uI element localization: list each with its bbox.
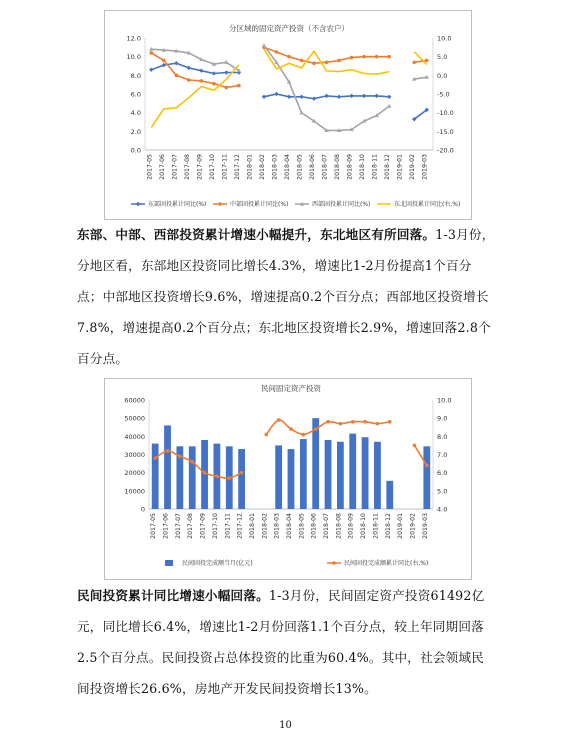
bar-mark	[189, 446, 196, 509]
x-tick-label: 2017-09	[199, 513, 207, 539]
legend-item	[165, 559, 253, 567]
paragraph-regional	[77, 219, 495, 374]
x-tick-label: 2018-08	[335, 513, 343, 539]
series-line	[414, 110, 427, 119]
y-right-tick-label: 10.0	[437, 34, 452, 43]
regional-investment-chart	[104, 10, 472, 220]
x-tick-label: 2019-01	[397, 513, 405, 539]
y-left-tick-label: 4.0	[130, 109, 141, 118]
bar-mark	[275, 445, 282, 509]
series-point	[200, 79, 204, 83]
bar-mark	[423, 446, 430, 509]
series-point	[162, 63, 166, 67]
series-point	[175, 74, 179, 78]
series-point	[225, 86, 229, 90]
series-point	[190, 460, 194, 464]
y-left-tick-label: 2.0	[130, 127, 141, 136]
chart-title: 分区域的固定资产投资（不含农户）	[229, 24, 349, 33]
x-tick-label: 2018-01	[248, 513, 256, 539]
x-tick-label: 2018-12	[384, 154, 392, 180]
legend-label: 西部固投累计同比(%)	[312, 201, 371, 208]
y-right-tick-label: -10.0	[437, 109, 454, 118]
series-point	[413, 444, 417, 448]
y-left-tick-label: 60000	[124, 396, 145, 405]
x-tick-label: 2017-08	[187, 513, 195, 539]
x-tick-label: 2018-06	[310, 513, 318, 539]
legend-item	[131, 200, 206, 208]
series-point	[227, 476, 231, 480]
series-point	[215, 475, 219, 479]
series-point	[212, 71, 216, 75]
x-tick-label: 2018-03	[271, 154, 279, 180]
legend-marker	[218, 202, 222, 206]
y-right-tick-label: 5.0	[437, 53, 448, 62]
x-tick-label: 2019-02	[409, 513, 417, 539]
series-point	[262, 43, 266, 47]
x-tick-label: 2017-07	[174, 513, 182, 539]
series-point	[425, 464, 429, 468]
x-tick-label: 2018-10	[359, 154, 367, 180]
legend-label: 民间固投完成额累计同比(右,%)	[344, 560, 429, 567]
x-tick-label: 2017-12	[233, 154, 241, 180]
page-number: 10	[279, 720, 292, 731]
x-tick-label: 2018-02	[258, 154, 266, 180]
y-left-tick-label: 12.0	[126, 34, 141, 43]
y-right-tick-label: 10.0	[437, 396, 452, 405]
y-right-tick-label: -20.0	[437, 146, 454, 155]
x-tick-label: 2017-06	[158, 154, 166, 180]
x-tick-label: 2018-06	[309, 154, 317, 180]
series-point	[265, 433, 269, 437]
series-point	[149, 51, 153, 55]
series-point	[374, 94, 378, 98]
series-point	[324, 94, 328, 98]
x-tick-label: 2017-12	[236, 513, 244, 539]
x-tick-label: 2018-11	[372, 513, 380, 539]
series-point	[337, 95, 341, 99]
series-point	[326, 420, 330, 424]
series-point	[274, 92, 278, 96]
legend-marker	[136, 202, 140, 206]
series-line	[151, 53, 239, 88]
y-left-tick-label: 0.0	[130, 146, 141, 155]
bar-mark	[300, 439, 307, 509]
series-point	[300, 59, 304, 63]
legend-swatch	[165, 560, 173, 566]
y-right-tick-label: 4.0	[437, 505, 448, 514]
bar-mark	[238, 449, 245, 509]
bar-mark	[374, 442, 381, 509]
series-point	[174, 61, 178, 65]
y-right-tick-label: 8.0	[437, 432, 448, 441]
series-point	[314, 427, 318, 431]
x-tick-label: 2017-10	[211, 513, 219, 539]
paragraph-private	[77, 580, 495, 704]
series-point	[312, 61, 316, 65]
x-tick-label: 2019-03	[421, 154, 429, 180]
bar-mark	[288, 449, 295, 509]
x-tick-label: 2017-05	[146, 154, 154, 180]
series-line	[264, 46, 389, 131]
x-tick-label: 2019-02	[409, 154, 417, 180]
y-right-tick-label: 6.0	[437, 469, 448, 478]
bar-mark	[362, 437, 369, 509]
legend-item	[377, 200, 460, 208]
series-point	[375, 55, 379, 59]
series-point	[351, 420, 355, 424]
x-tick-label: 2018-12	[384, 513, 392, 539]
private-investment-chart	[104, 378, 472, 580]
series-point	[224, 70, 228, 74]
x-tick-label: 2017-11	[224, 513, 232, 539]
series-point	[187, 78, 191, 82]
series-point	[240, 471, 244, 475]
bar-mark	[164, 425, 171, 509]
series-point	[153, 456, 157, 460]
series-point	[277, 418, 281, 422]
series-point	[237, 84, 241, 88]
series-point	[349, 94, 353, 98]
x-tick-label: 2018-03	[273, 513, 281, 539]
legend-item	[213, 200, 288, 208]
chart-title: 民间固定资产投资	[261, 384, 321, 393]
y-right-tick-label: -5.0	[437, 90, 450, 99]
series-line	[151, 65, 239, 128]
x-tick-label: 2018-08	[334, 154, 342, 180]
y-right-tick-label: 0.0	[437, 71, 448, 80]
legend-label: 东北固投累计同比(右,%)	[394, 201, 461, 208]
series-point	[287, 95, 291, 99]
x-tick-label: 2018-11	[371, 154, 379, 180]
series-point	[387, 95, 391, 99]
series-point	[212, 82, 216, 86]
series-point	[187, 66, 191, 70]
series-point	[178, 455, 182, 459]
y-left-tick-label: 10.0	[126, 53, 141, 62]
x-tick-label: 2017-11	[221, 154, 229, 180]
x-tick-label: 2019-01	[396, 154, 404, 180]
series-point	[262, 95, 266, 99]
regional-investment-chart-svg	[105, 11, 471, 219]
x-tick-label: 2018-01	[246, 154, 254, 180]
x-tick-label: 2017-06	[162, 513, 170, 539]
series-point	[299, 95, 303, 99]
bar-mark	[152, 444, 159, 509]
series-point	[325, 60, 329, 64]
paragraph-private-heading: 民间投资累计同比增速小幅回落。	[77, 588, 269, 603]
y-right-tick-label: 9.0	[437, 414, 448, 423]
series-point	[412, 60, 416, 64]
paragraph-regional-heading: 东部、中部、西部投资累计增速小幅提升，东北地区有所回落。	[77, 227, 436, 242]
legend-label: 民间固投完成额当月(亿元)	[182, 560, 253, 567]
series-point	[362, 94, 366, 98]
series-point	[302, 433, 306, 437]
series-point	[376, 422, 380, 426]
legend-item	[295, 200, 370, 208]
bar-mark	[386, 481, 393, 509]
x-tick-label: 2017-09	[196, 154, 204, 180]
series-point	[339, 422, 343, 426]
x-tick-label: 2018-02	[261, 513, 269, 539]
x-tick-label: 2018-10	[360, 513, 368, 539]
paragraph-private-text: 1-3月份，民间固定资产投资61492亿元，同比增长6.4%，增速比1-2月份回落1.1个百分点，较上年同期回落2.5个百分点。民间投资占总体投资的比重为60.4%。其中，社会领域民间投资增长26.6%，房地产开发民间投资增长13%。	[77, 588, 485, 696]
series-point	[149, 68, 153, 72]
x-tick-label: 2017-05	[150, 513, 158, 539]
y-left-tick-label: 6.0	[130, 90, 141, 99]
bar-mark	[337, 442, 344, 509]
x-tick-label: 2018-05	[298, 513, 306, 539]
series-point	[287, 55, 291, 59]
y-left-tick-label: 30000	[124, 451, 145, 459]
bar-mark	[325, 440, 332, 509]
x-tick-label: 2018-04	[284, 154, 291, 180]
y-right-tick-label: -15.0	[437, 127, 454, 136]
series-point	[275, 50, 279, 54]
x-tick-label: 2019-03	[421, 513, 429, 539]
legend-item	[327, 559, 428, 567]
legend-marker	[332, 561, 336, 565]
series-point	[362, 55, 366, 59]
x-tick-label: 2018-07	[323, 513, 331, 539]
y-left-tick-label: 10000	[124, 487, 145, 496]
series-point	[387, 104, 391, 108]
y-left-tick-label: 20000	[124, 469, 145, 478]
series-point	[312, 96, 316, 100]
series-point	[199, 68, 203, 72]
x-tick-label: 2018-04	[286, 513, 293, 539]
x-tick-label: 2018-07	[321, 154, 329, 180]
x-tick-label: 2018-05	[296, 154, 304, 180]
x-tick-label: 2018-09	[347, 513, 355, 539]
legend-label: 中部固投累计同比(%)	[230, 201, 289, 208]
series-point	[289, 427, 293, 431]
private-investment-chart-svg	[105, 379, 471, 579]
legend-label: 东部固投累计同比(%)	[148, 201, 207, 208]
y-left-tick-label: 50000	[124, 414, 145, 423]
series-point	[162, 59, 166, 63]
series-point	[363, 420, 367, 424]
series-point	[350, 56, 354, 60]
bar-mark	[312, 418, 319, 509]
x-tick-label: 2017-07	[171, 154, 179, 180]
y-left-tick-label: 40000	[124, 432, 145, 441]
y-right-tick-label: 7.0	[437, 451, 448, 459]
paragraph-regional-text: 1-3月份，分地区看，东部地区投资同比增长4.3%，增速比1-2月份提高1个百分点；中部地区投资增长9.6%，增速提高0.2个百分点；西部地区投资增长7.8%，增速提高0.2个百分点；东北地区投资增长2.9%，增速回落2.8个百分点。	[77, 227, 495, 366]
series-point	[337, 59, 341, 63]
series-point	[203, 471, 207, 475]
series-point	[387, 55, 391, 59]
bar-mark	[349, 434, 356, 509]
x-tick-label: 2018-09	[346, 154, 354, 180]
y-right-tick-label: 5.0	[437, 487, 448, 496]
y-left-tick-label: 0	[140, 505, 145, 514]
x-tick-label: 2017-10	[208, 154, 216, 180]
series-point	[388, 420, 392, 424]
x-tick-label: 2017-08	[183, 154, 191, 180]
y-left-tick-label: 8.0	[130, 71, 141, 80]
series-point	[166, 449, 170, 453]
series-line	[414, 77, 427, 79]
series-point	[425, 59, 429, 63]
